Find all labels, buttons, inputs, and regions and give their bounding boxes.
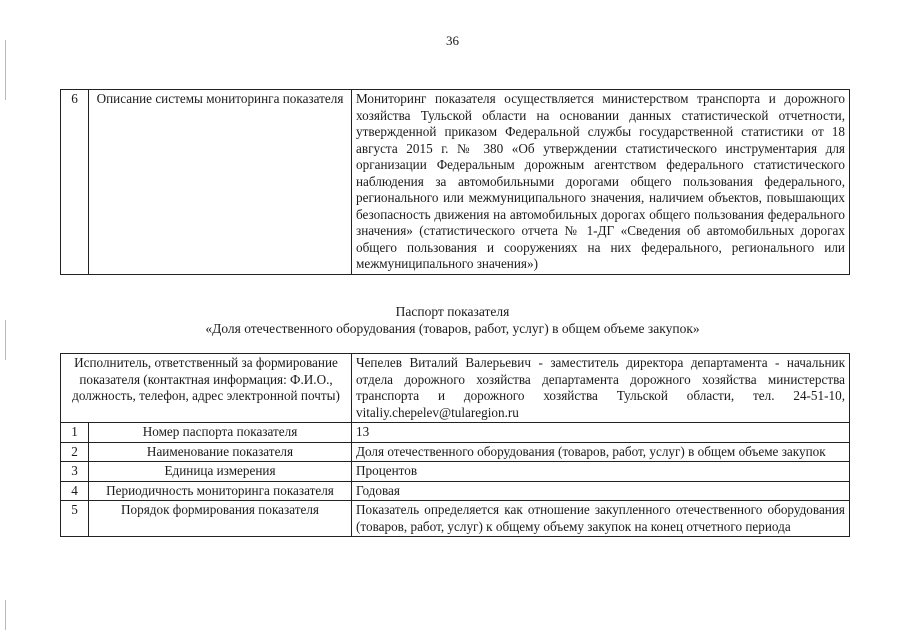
page-number: 36 bbox=[446, 33, 459, 48]
row-value: Мониторинг показателя осуществляется министерством транспорта и дорожного хозяйства Тульской области на основании данных статистической отчетности, утвержденной приказом Федеральной службы государственной статистики от 18 августа 2015 г. № 380 «Об утверждении статистического инструментария для организации Федеральным дорожным агентством федерального статистического наблюдения за автомобильными дорогами общего пользования федерального, регионального или межмуниципального значения, наличием объектов, повышающих безопасность движения на автомобильных дорогах общего пользования федерального значения» (статистического отчета № 1-ДГ «Сведения об автомобильных дорогах общего пользования и сооружениях на них федерального, регионального или межмуниципального значения») bbox=[352, 90, 850, 275]
table-row bbox=[61, 90, 850, 275]
row-label: Периодичность мониторинга показателя bbox=[89, 481, 352, 501]
row-value: Процентов bbox=[352, 462, 850, 482]
row-label: Номер паспорта показателя bbox=[89, 423, 352, 443]
row-number: 5 bbox=[61, 501, 89, 537]
table-row bbox=[61, 501, 850, 537]
executor-label: Исполнитель, ответственный за формирование показателя (контактная информация: Ф.И.О., должность, телефон, адрес электронной почты) bbox=[61, 354, 352, 423]
executor-value: Чепелев Виталий Валерьевич - заместитель директора департамента - начальник отдела дорожного хозяйства департамента дорожного хозяйства министерства транспорта и дорожного хозяйства Тульской области, тел. 24-51-10, vitaliy.chepelev@tularegion.ru bbox=[352, 354, 850, 423]
row-label: Наименование показателя bbox=[89, 442, 352, 462]
row-number: 6 bbox=[61, 90, 89, 275]
table-row bbox=[61, 423, 850, 443]
row-label: Описание системы мониторинга показателя bbox=[89, 90, 352, 275]
row-value: Годовая bbox=[352, 481, 850, 501]
indicator-passport-table bbox=[60, 353, 850, 537]
table-row-executor bbox=[61, 354, 850, 423]
row-value: 13 bbox=[352, 423, 850, 443]
row-label: Порядок формирования показателя bbox=[89, 501, 352, 537]
row-label: Единица измерения bbox=[89, 462, 352, 482]
passport-subtitle: «Доля отечественного оборудования (товаров, работ, услуг) в общем объеме закупок» bbox=[205, 321, 700, 336]
row-number: 1 bbox=[61, 423, 89, 443]
table-row bbox=[61, 462, 850, 482]
row-value: Показатель определяется как отношение закупленного отечественного оборудования (товаров, работ, услуг) к общему объему закупок на конец отчетного периода bbox=[352, 501, 850, 537]
margin-mark bbox=[5, 600, 6, 630]
row-number: 2 bbox=[61, 442, 89, 462]
margin-mark bbox=[5, 40, 6, 100]
row-number: 4 bbox=[61, 481, 89, 501]
row-number: 3 bbox=[61, 462, 89, 482]
table-row bbox=[61, 442, 850, 462]
table-row bbox=[61, 481, 850, 501]
indicator-table-continued bbox=[60, 89, 850, 275]
passport-title: Паспорт показателя bbox=[395, 304, 510, 319]
row-value: Доля отечественного оборудования (товаров, работ, услуг) в общем объеме закупок bbox=[352, 442, 850, 462]
